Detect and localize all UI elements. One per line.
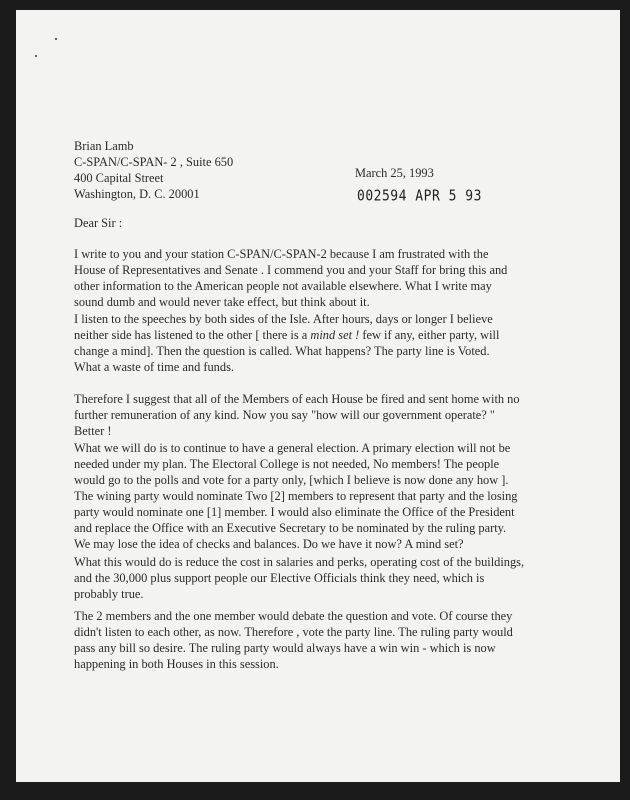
recipient-line: Washington, D. C. 20001 [74,187,200,201]
paragraph-line: I listen to the speeches by both sides of the Isle. After hours, days or longer I believe [74,312,493,326]
paragraph-line: Therefore I suggest that all of the Members of each House be fired and sent home with no [74,392,520,406]
paragraph-line: didn't listen to each other, as now. Therefore , vote the party line. The ruling party would [74,625,513,639]
paragraph-line: sound dumb and would never take effect, but think about it. [74,295,370,309]
paragraph [74,246,614,310]
paragraph-line: The 2 members and the one member would debate the question and vote. Of course they [74,609,513,623]
paragraph-line: pass any bill so desire. The ruling party would always have a win win - which is now [74,641,496,655]
paragraph-line: I write to you and your station C-SPAN/C-SPAN-2 because I am frustrated with the [74,247,489,261]
scan-speck [55,38,57,40]
paragraph-line: other information to the American people not available elsewhere. What I write may [74,279,492,293]
line-segment: neither side has listened to the other [ there is a [74,328,311,342]
paragraph-line: and the 30,000 plus support people our Elective Officials think they need, which is [74,571,485,585]
paragraph-line: needed under my plan. The Electoral College is not needed, No members! The people [74,457,500,471]
paragraph-line: What we will do is to continue to have a general election. A primary election will not be [74,441,511,455]
paragraph [74,440,614,552]
recipient-address [74,138,334,202]
letter-date: March 25, 1993 [355,166,434,180]
paragraph-line: and replace the Office with an Executive Secretary to be nominated by the ruling party. [74,521,507,535]
paragraph-line: Better ! [74,424,112,438]
salutation: Dear Sir : [74,216,123,230]
paragraph-line: What a waste of time and funds. [74,360,234,374]
paragraph-line: We may lose the idea of checks and balances. Do we have it now? A mind set? [74,537,464,551]
paragraph-line: The wining party would nominate Two [2] members to represent that party and the losing [74,489,518,503]
paragraph-line: would go to the polls and vote for a party only, [which I believe is now done any how ]. [74,473,509,487]
paragraph-line: probably true. [74,587,144,601]
emphasis-text: mind set ! [310,328,360,342]
paragraph-line: What this would do is reduce the cost in salaries and perks, operating cost of the buildings, [74,555,525,569]
paragraph [74,391,614,439]
paragraph-line: House of Representatives and Senate . I commend you and your Staff for bring this and [74,263,508,277]
paragraph-line: change a mind]. Then the question is called. What happens? The party line is Voted. [74,344,490,358]
paragraph-line: party would nominate one [1] member. I would also eliminate the Office of the President [74,505,515,519]
letter-page [16,10,620,782]
paragraph [74,554,614,602]
recipient-line: 400 Capital Street [74,171,164,185]
recipient-line: Brian Lamb [74,139,134,153]
scan-speck [35,55,37,57]
received-stamp: 002594 APR 5 93 [357,188,482,206]
paragraph-line [74,327,614,343]
line-segment: few if any, either party, will [359,328,500,342]
paragraph-line: happening in both Houses in this session. [74,657,279,671]
paragraph [74,608,614,672]
paragraph [74,311,614,375]
paragraph-line: further remuneration of any kind. Now you say "how will our government operate? " [74,408,495,422]
recipient-line: C-SPAN/C-SPAN- 2 , Suite 650 [74,155,234,169]
